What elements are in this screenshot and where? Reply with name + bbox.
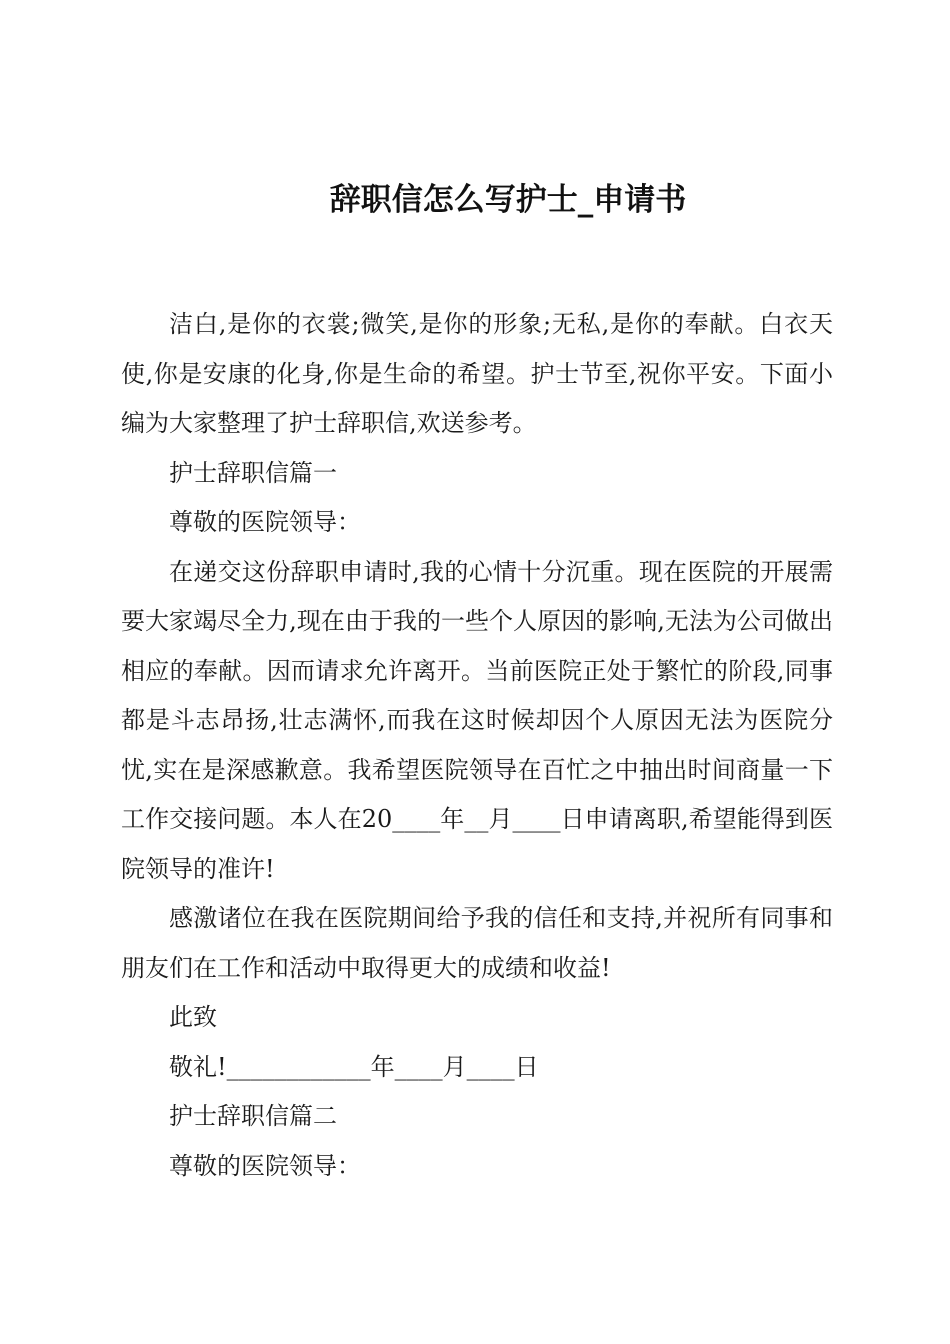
letter-paragraph-2: 感激诸位在我在医院期间给予我的信任和支持,并祝所有同事和朋友们在工作和活动中取得更大的成绩和收益!	[121, 904, 833, 982]
document-title: 辞职信怎么写护士_申请书	[329, 182, 687, 218]
salutation-2: 尊敬的医院领导：	[169, 1151, 361, 1180]
closing-line-1: 此致	[169, 1003, 217, 1031]
intro-paragraph: 洁白,是你的衣裳;微笑,是你的形象;无私,是你的奉献。白衣天使,你是安康的化身,你是生命的希望。护士节至,祝你平安。下面小编为大家整理了护士辞职信,欢送参考。	[121, 310, 833, 437]
letter-paragraph-1: 在递交这份辞职申请时,我的心情十分沉重。现在医院的开展需要大家竭尽全力,现在由于我的一些个人原因的影响,无法为公司做出相应的奉献。因而请求允许离开。当前医院正处于繁忙的阶段,同事都是斗志昂扬,壮志满怀,而我在这时候却因个人原因无法为医院分忧,实在是深感歉意。我希望医院领导在百忙之中抽出时间商量一下工作交接问题。本人在20____年__月____日申请离职,希望能得到医院领导的准许!	[121, 557, 833, 883]
closing-line-2: 敬礼!____________年____月____日	[169, 1052, 539, 1081]
section-heading-2: 护士辞职信篇二	[169, 1102, 337, 1130]
salutation-1: 尊敬的医院领导：	[169, 508, 361, 536]
section-heading-1: 护士辞职信篇一	[169, 458, 337, 487]
document-body	[121, 300, 833, 1191]
